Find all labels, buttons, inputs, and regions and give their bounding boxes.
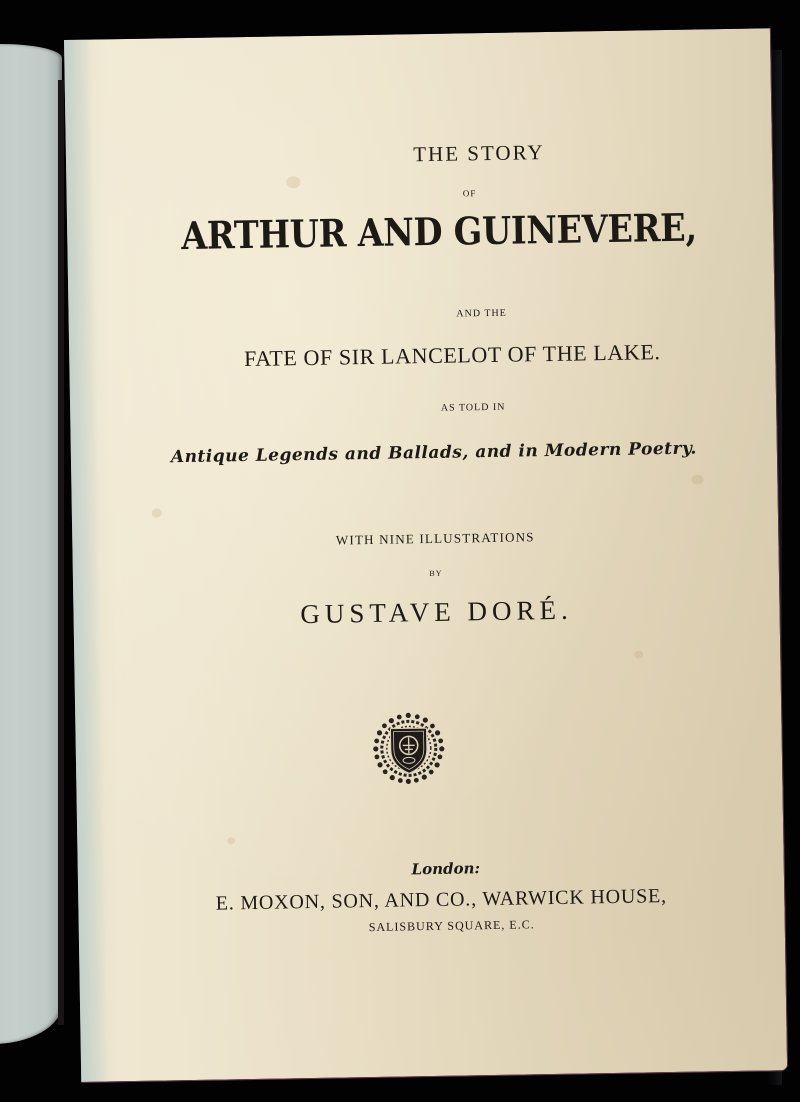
heading-of: OF [462, 188, 477, 199]
heading-the-story: THE STORY [413, 140, 545, 167]
title-page [64, 28, 787, 1082]
heading-and-the: AND THE [456, 307, 507, 320]
main-title: ARTHUR AND GUINEVERE, [180, 204, 698, 259]
facing-page-left [0, 44, 62, 1044]
imprint-city: London: [411, 859, 481, 879]
book-gutter [58, 80, 64, 1025]
title-page-content [64, 28, 787, 1082]
imprint-address: SALISBURY SQUARE, E.C. [368, 917, 535, 935]
heading-by: BY [429, 568, 443, 579]
heading-as-told-in: AS TOLD IN [440, 401, 506, 414]
publisher-device-icon [371, 711, 446, 786]
subtitle: FATE OF SIR LANCELOT OF THE LAKE. [243, 339, 661, 372]
illustrations-note: WITH NINE ILLUSTRATIONS [335, 529, 535, 548]
blackletter-subtitle: Antique Legends and Ballads, and in Modern Poetry. [170, 438, 698, 468]
author-name: GUSTAVE DORÉ. [300, 594, 573, 630]
imprint-publisher: E. MOXON, SON, AND CO., WARWICK HOUSE, [215, 885, 668, 915]
